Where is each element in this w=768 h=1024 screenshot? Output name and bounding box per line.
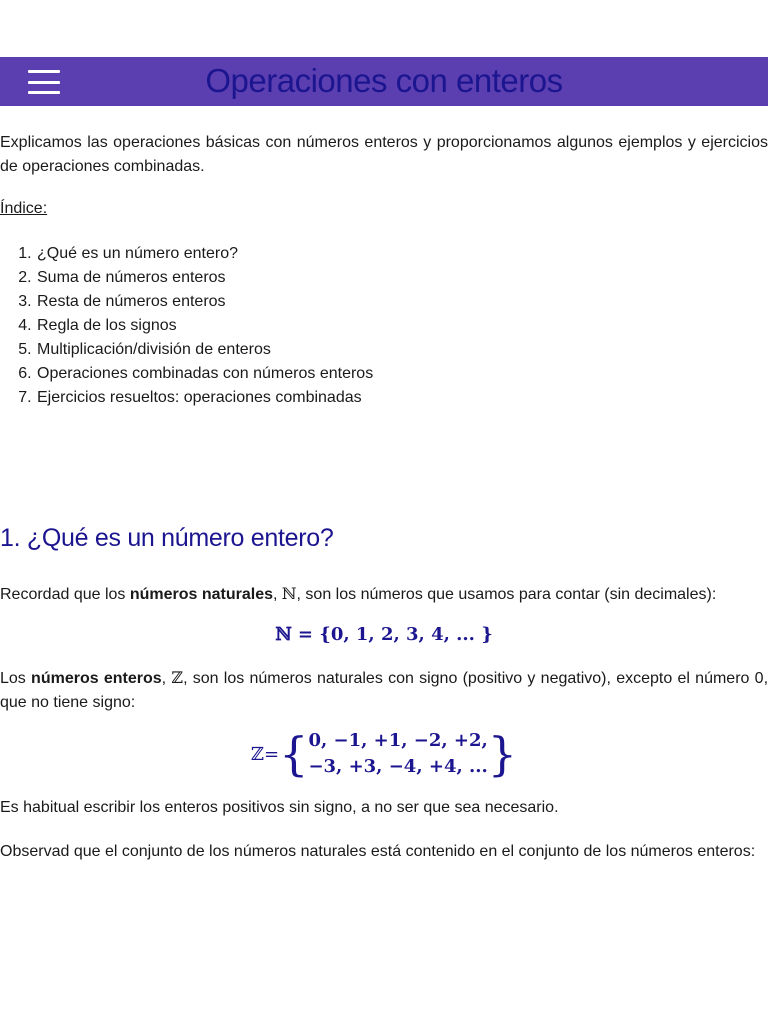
toc-link-4[interactable]: Regla de los signos (37, 317, 177, 334)
naturals-symbol: ℕ (281, 584, 297, 603)
toc-link-3[interactable]: Resta de números enteros (37, 293, 226, 310)
intro-paragraph: Explicamos las operaciones básicas con números enteros y proporcionamos algunos ejemplos y ejercicios de operaciones combinadas. (0, 134, 768, 175)
text: , son los números naturales con signo (positivo y negativo), excepto el número 0, que no tiene signo: (0, 670, 768, 711)
top-header-bar (0, 57, 768, 106)
toc-item[interactable] (36, 386, 373, 410)
index-label: Índice: (0, 200, 48, 217)
toc-item[interactable] (36, 266, 373, 290)
toc-item[interactable] (36, 290, 373, 314)
table-of-contents (0, 242, 373, 410)
toc-link-5[interactable]: Multiplicación/división de enteros (37, 341, 271, 358)
bold-term: números naturales (129, 586, 274, 603)
positive-sign-paragraph: Es habitual escribir los enteros positivos sin signo, a no ser que sea necesario. (0, 799, 559, 816)
integers-symbol: ℤ (171, 668, 184, 687)
text: , son los números que usamos para contar (sin decimales): (296, 586, 717, 603)
text: Los (0, 670, 32, 687)
text: Recordad que los (0, 586, 130, 603)
integers-row-2: −3, +3, −4, +4, ... (308, 756, 488, 777)
toc-link-1[interactable]: ¿Qué es un número entero? (37, 245, 239, 262)
integers-rows (308, 728, 487, 780)
toc-item[interactable] (36, 314, 373, 338)
naturals-paragraph: Recordad que los números naturales, ℕ, son los números que usamos para contar (sin decimales): (0, 584, 717, 603)
toc-item[interactable] (36, 338, 373, 362)
toc-link-6[interactable]: Operaciones combinadas con números enteros (37, 365, 374, 382)
toc-link-2[interactable]: Suma de números enteros (37, 269, 226, 286)
integers-paragraph: Los números enteros, ℤ, son los números naturales con signo (positivo y negativo), excepto el número 0, que no tiene signo: (0, 668, 768, 711)
integers-formula-wrap (251, 728, 517, 780)
integers-formula (0, 728, 768, 780)
right-brace: } (487, 727, 518, 781)
toc-link-7[interactable]: Ejercicios resueltos: operaciones combinadas (37, 389, 362, 406)
page-title: Operaciones con enteros (205, 62, 563, 99)
section-heading: 1. ¿Qué es un número entero? (0, 524, 334, 552)
integers-formula-lhs: ℤ= (250, 743, 280, 765)
toc-item[interactable] (36, 242, 373, 266)
toc-item[interactable] (36, 362, 373, 386)
left-brace: { (279, 727, 309, 781)
naturals-formula: ℕ = {0, 1, 2, 3, 4, ... } (275, 624, 493, 645)
subset-paragraph: Observad que el conjunto de los números naturales está contenido en el conjunto de los números enteros: (0, 843, 756, 860)
integers-row-1: 0, −1, +1, −2, +2, (308, 730, 488, 751)
bold-term: números enteros (31, 670, 162, 687)
